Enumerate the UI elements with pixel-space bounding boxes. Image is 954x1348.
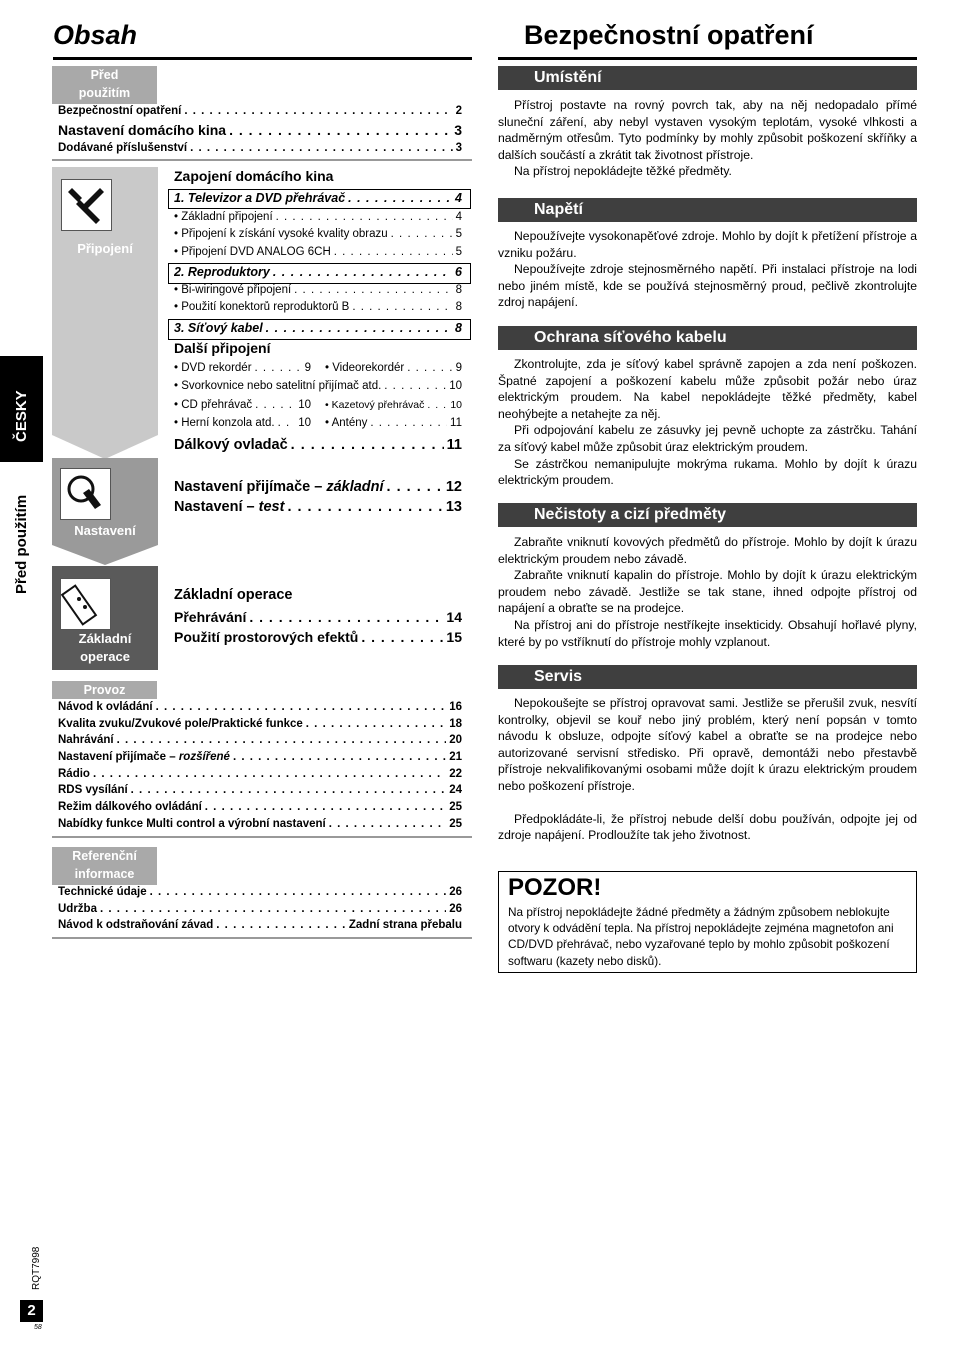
safety-title-rule (498, 57, 917, 60)
tab-provoz: Provoz (52, 681, 157, 699)
toc-title: Obsah (53, 20, 138, 50)
section-text: Nepokoušejte se přístroj opravovat sami. Jestliže se přerušil zvuk, nesvítí kontrolky, objevil se kouř nebo jiný problém, který není popsán v tomto návodu k obsluze, odpojte síťový kabel a obraťte se na prodejce nebo autorizované servisní středisko. Při opravě, demontáži nebo přestavbě přístroje nekvalifikovanými osobami může dojít k úrazu elektrickým proudem nebo poškození přístroje. Předpokládáte-li, že přístroj nebude delší dobu používán, odpojte jej od zdroje napájení. Prodloužíte tak jeho životnost. (498, 696, 917, 843)
toc-entry[interactable]: RDS vysílání . . . 24 (58, 784, 462, 796)
toc-entry[interactable]: • Antény . . . 11 (325, 417, 462, 429)
warning-box (498, 871, 917, 973)
toc-entry[interactable]: • DVD rekordér . . . 9 (174, 362, 311, 374)
toc-entry[interactable]: • Bi-wiringové připojení . . . 8 (174, 284, 462, 296)
toc-entry[interactable]: • Připojení k získání vysoké kvality obrazu . . . 5 (174, 228, 462, 240)
remote-control-icon (60, 578, 111, 630)
toc-entry[interactable]: Návod k odstraňování závad . . . Zadní strana přebalu (58, 919, 462, 931)
toc-entry[interactable]: • Kazetový přehrávač . . . 10 (325, 399, 462, 411)
toc-heading: Základní operace (174, 587, 293, 603)
toc-entry[interactable]: Nastavení – test . . . 13 (174, 499, 462, 515)
toc-entry[interactable]: Rádio . . . 22 (58, 768, 462, 780)
language-label: ČESKY (13, 390, 30, 442)
section-header-necistoty: Nečistoty a cizí předměty (498, 503, 917, 527)
section-header-napeti: Napětí (498, 198, 917, 222)
warning-text: Na přístroj nepokládejte žádné předměty a žádným způsobem neblokujte otvory k odvádění tepla. Na přístroj nepokládejte zejména magnetofon ani CD/DVD přehrávač, nebo vyzařované teplo by mohlo způsobit poškození softwaru (kazety nebo disků). (508, 905, 894, 968)
toc-entry[interactable]: Návod k ovládání . . . 16 (58, 701, 462, 713)
toc-entry[interactable]: • Herní konzola atd. . . . 10 (174, 417, 311, 429)
toc-entry[interactable]: Nabídky funkce Multi control a výrobní nastavení . . . 25 (58, 818, 462, 830)
section-header-umisteni: Umístění (498, 66, 917, 90)
toc-entry[interactable]: Dodávané příslušenství . . . 3 (58, 142, 462, 154)
toc-entry[interactable]: 1. Televizor a DVD přehrávač . . . 4 (174, 191, 462, 205)
hand-press-icon (60, 468, 111, 520)
toc-entry[interactable]: Nastavení domácího kina . . . 3 (58, 122, 462, 138)
toc-entry[interactable]: Použití prostorových efektů . . . 15 (174, 629, 462, 645)
toc-entry[interactable]: • Svorkovnice nebo satelitní přijímač atd. . . . 10 (174, 380, 462, 392)
toc-entry[interactable]: • Videorekordér . . . 9 (325, 362, 462, 374)
category-nastaveni-label: Nastavení (74, 523, 136, 538)
wrench-icon (61, 179, 112, 231)
tab-pred-pouzitim: Před použitím (52, 66, 157, 104)
toc-title-rule (53, 57, 472, 60)
section-text: Nepoužívejte vysokonapěťové zdroje. Mohlo by dojít k přetížení přístroje a vzniku požáru. Nepoužívejte zdroje stejnosměrného napětí. Při instalaci přístroje na lodi nebo jiném místě, kde se používá stejnosměrný proud, pečlivě zkontrolujte zdroj napájení. (498, 229, 917, 310)
toc-entry[interactable]: 2. Reproduktory . . . 6 (174, 265, 462, 279)
section-header-ochrana-kabelu: Ochrana síťového kabelu (498, 326, 917, 350)
safety-title: Bezpečnostní opatření (524, 20, 814, 50)
divider (52, 836, 472, 838)
page-number: 2 (20, 1300, 43, 1322)
toc-entry[interactable]: • Základní připojení . . . 4 (174, 211, 462, 223)
toc-entry[interactable]: Nastavení přijímače – rozšířené . . . 21 (58, 751, 462, 763)
category-pripojeni-label: Připojení (77, 241, 133, 256)
document-code: RQT7998 (31, 1246, 42, 1290)
toc-entry[interactable]: Nahrávání . . . 20 (58, 734, 462, 746)
toc-entry[interactable]: Režim dálkového ovládání . . . 25 (58, 801, 462, 813)
tab-referencni-informace: Referenční informace (52, 847, 157, 885)
toc-entry[interactable]: Údržba . . . 26 (58, 903, 462, 915)
toc-heading: Zapojení domácího kina (174, 168, 334, 184)
toc-entry[interactable]: Nastavení přijímače – základní . . . 12 (174, 479, 462, 495)
toc-entry[interactable]: Technické údaje . . . 26 (58, 886, 462, 898)
toc-heading: Další připojení (174, 340, 271, 356)
toc-entry[interactable]: • Připojení DVD ANALOG 6CH . . . 5 (174, 246, 462, 258)
divider (52, 937, 472, 939)
section-side-label: Před použitím (13, 494, 30, 594)
toc-entry[interactable]: • CD přehrávač . . . 10 (174, 399, 311, 411)
category-zakladni-label: Základní operace (78, 631, 132, 664)
section-text: Zkontrolujte, zda je síťový kabel správně zapojen a zda není poškozen. Špatné zapojení a poškození kabelu může způsobit požár nebo úraz elektrickým proudem. Na kabel nepokládejte těžké předměty, kabel neohýbejte a netahejte za něj. Při odpojování kabelu ze zásuvky jej pevně uchopte za zástrčku. Tahání za síťový kabel může způsobit úraz elektrickým proudem. Se zástrčkou nemanipulujte mokrýma rukama. Mohlo by dojít k úrazu elektrickým proudem. (498, 357, 917, 488)
toc-entry[interactable]: Bezpečnostní opatření . . . 2 (58, 105, 462, 117)
toc-entry[interactable]: 3. Síťový kabel . . . 8 (174, 321, 462, 335)
toc-entry[interactable]: Dálkový ovladač . . . 11 (174, 437, 462, 453)
section-header-servis: Servis (498, 665, 917, 689)
small-page-number: 58 (34, 1324, 42, 1331)
warning-title: POZOR! (508, 874, 602, 901)
toc-entry[interactable]: Přehrávání . . . 14 (174, 609, 462, 625)
divider (52, 159, 472, 161)
section-text: Přístroj postavte na rovný povrch tak, aby na něj nedopadalo přímé sluneční záření, aby nebyl vystaven vysokým teplotám, vysoké vlhkosti a nadměrným otřesům. Tyto podmínky by mohly způsobit poškození skříňky a dalších součástí a zkrátit tak životnost přístroje. Na přístroj nepokládejte těžké předměty. (498, 98, 917, 179)
toc-entry[interactable]: • Použití konektorů reproduktorů B . . . 8 (174, 301, 462, 313)
toc-entry[interactable]: Kvalita zvuku/Zvukové pole/Praktické funkce . . . 18 (58, 718, 462, 730)
section-text: Zabraňte vniknutí kovových předmětů do přístroje. Mohlo by dojít k úrazu elektrickým proudem nebo závadě. Zabraňte vniknutí kapalin do přístroje. Mohlo by dojít k úrazu elektrickým proudem nebo závadě. Jestliže se tak stane, ihned odpojte přístroj od napájení a obraťte se na prodejce. Na přístroj ani do přístroje nestříkejte insekticidy. Obsahují hořlavé plyny, které by po vstříknutí do přístroje mohly vzplanout. (498, 535, 917, 649)
